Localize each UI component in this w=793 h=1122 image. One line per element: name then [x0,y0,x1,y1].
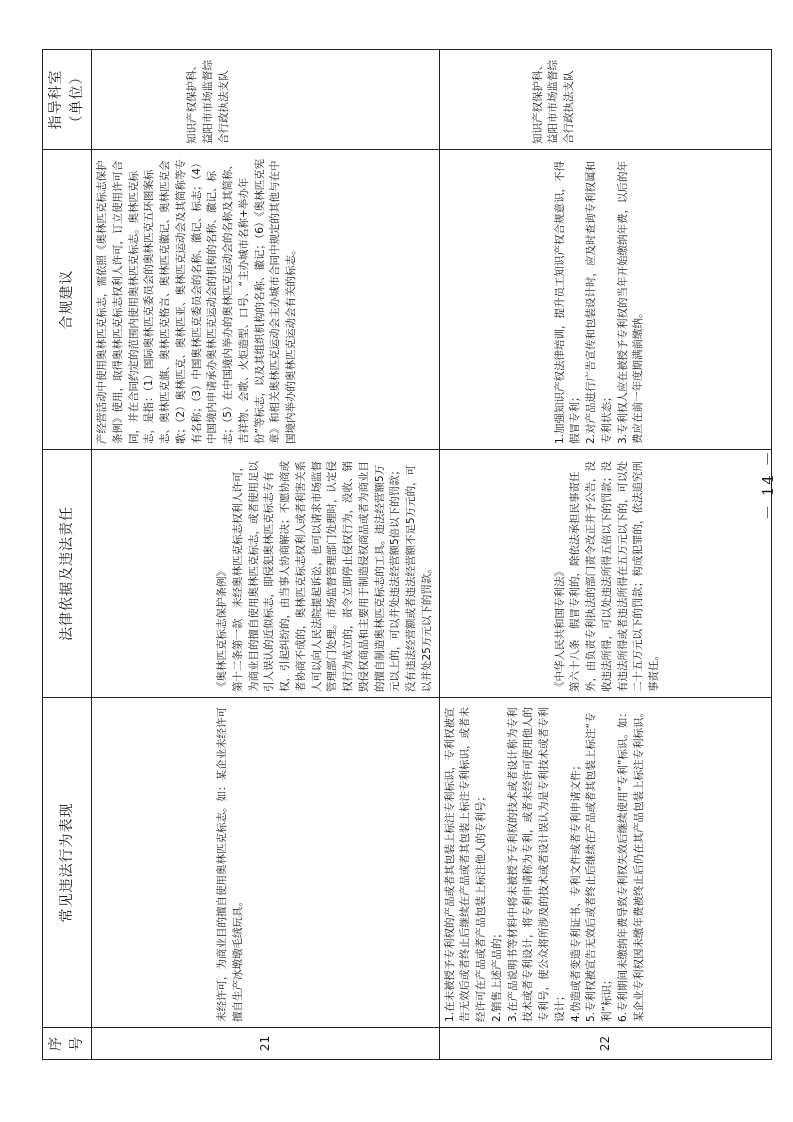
table-row [92,50,440,1060]
behavior-cell [92,698,440,1028]
header-advice: 合规建议 [43,150,92,450]
law-text: 第十二条第一款 未经奥林匹克标志权利人许可，为商业目的擅自使用奥林匹克标志，或者使用足以引人误认的近似标志，即侵犯奥林匹克标志专有权，引起纠纷的，由当事人协商解决；不愿协商或者协商不成的，奥林匹克标志权利人或者利害关系人可以向人民法院提起诉讼，也可以请求市场监督管理部门处理。市场监督管理部门处理时，认定侵权行为成立的，责令立即停止侵权行为，没收、销毁侵权商品和主要用于制造侵权商品或者为商业目的擅自制造奥林匹克标志的工具。违法经营额5万元以上的，可以并处违法经营额5倍以下的罚款；没有违法经营额或者违法经营额不足5万元的，可以并处25万元以下的罚款。 [231,461,433,692]
list-item: 3.在产品说明书等材料中将未被授予专利权的技术或者设计称为专利技术或者专利设计，将专利申请称为专利，或者未经许可使用他人的专利号，使公众将所涉及的技术或者设计误认为是专利技术或者专利设计； [506,707,566,1022]
advice-cell [92,150,440,450]
dept-text: 知识产权保护科、益阳市市场监督综合行政执法支队 [531,60,575,144]
row-number: 22 [439,1028,772,1060]
regulation-table [42,49,772,1060]
dept-cell [92,50,440,150]
list-item: 1.在未被授予专利权的产品或者其包装上标注专利标识，专利权被宣告无效后或者终止后继续在产品或者其包装上标注专利标识，或者未经许可在产品或者产品包装上标注他人的专利号； [443,707,487,1022]
dept-text: 知识产权保护科、益阳市市场监督综合行政执法支队 [186,60,230,144]
page-number: － 14 － [759,449,777,520]
advice-text: 产经营活动中使用奥林匹克标志，需依照《奥林匹克标志保护条例》使用，取得奥林匹克标志权利人许可，订立使用许可合同，并在合同约定的范围内使用奥林匹克标志。奥林匹克标志，是指：（1）国际奥林匹克委员会的奥林匹克五环图案标志、奥林匹克旗、奥林匹克格言、奥林匹克徽记、奥林匹克会歌；（2）奥林匹克、奥林匹亚、奥林匹克运动会及其简称等专有名称；（3）中国奥林匹克委员会的名称、徽记、标志；（4）中国境内申请承办奥林匹克运动会的机构的名称、徽记、标志；（5）在中国境内举办的奥林匹克运动会的名称及其简称、吉祥物、会歌、火炬造型、口号、“主办城市名称+举办年份”等标志，以及其组织机构的名称、徽记；（6）《奥林匹克宪章》和相关奥林匹克运动会主办城市合同中规定的其他与在中国境内举办的奥林匹克运动会有关的标志。 [96,157,297,444]
table-header-row [43,50,92,1060]
list-item: 2.对产品进行广告宣传和包装设计时，应及时查询专利权属和专利状态； [585,160,613,444]
row-number: 21 [92,1028,440,1060]
list-item: 6.专利期间未缴纳年费导致专利权失效后继续使用“专利”标识。如：某企业专利权因未缴年费被终止后仍在其产品包装上标注专利标识。 [616,707,645,1022]
rotated-page-content [42,50,772,1060]
list-item: 1.加强知识产权法律培训，提升员工知识产权合规意识，不得假冒专利； [553,160,582,444]
law-title: 《奥林匹克标志保护条例》 [216,566,228,692]
list-item: 4.伪造或者变造专利证书、专利文件或者专利申请文件； [569,759,582,1022]
dept-cell [439,50,772,150]
law-cell [92,450,440,698]
law-title: 《中华人民共和国专利法》 [553,566,566,692]
table-row [439,50,772,1060]
list-item: 3.专利权人应在被授予专利权的当年开始缴纳年费，以后的年费应在前一年度期满前缴纳。 [616,160,645,444]
header-dept: 指导科室（单位） [43,50,92,150]
list-item: 2.销售上述产品的； [490,927,503,1022]
law-cell [439,450,772,698]
behavior-text: 未经许可，为商业目的擅自使用奥林匹克标志。如：某企业未经许可擅自生产冰墩墩毛绒玩具。 [216,707,244,1022]
header-behavior: 常见违法行为表现 [43,698,92,1028]
behavior-cell [439,698,772,1028]
advice-cell [439,150,772,450]
header-law: 法律依据及违法责任 [43,450,92,698]
list-item: 5.专利权被宣告无效后或者终止后继续在产品或者其包装上标注“专利”标识； [585,712,613,1022]
header-no: 序号 [43,1028,92,1060]
law-text: 第六十八条 假冒专利的，除依法承担民事责任外，由负责专利执法的部门责令改正并予公告，没收违法所得，可以处违法所得五倍以下的罚款；没有违法所得或者违法所得在五万元以下的，可以处二十五万元以下的罚款；构成犯罪的，依法追究刑事责任。 [569,461,660,692]
